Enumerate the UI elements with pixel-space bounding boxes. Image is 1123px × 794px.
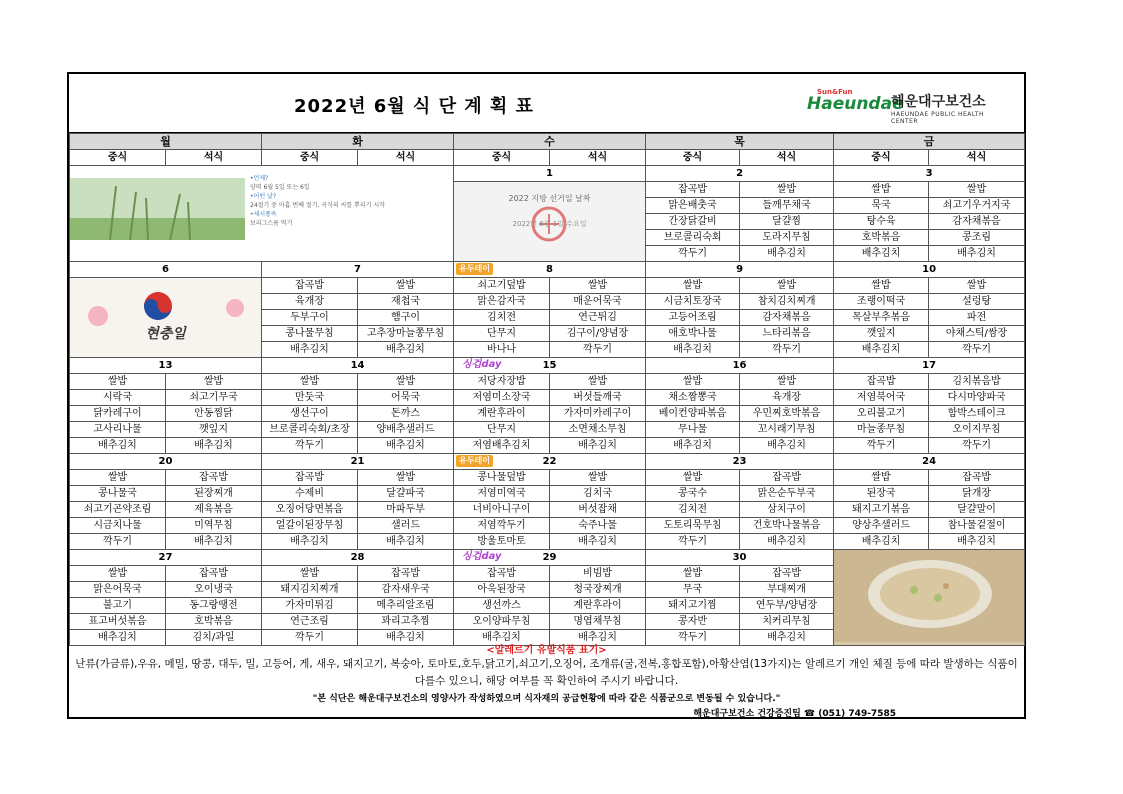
menu-item: 콩국수 — [646, 486, 740, 502]
menu-item: 쌀밥 — [70, 374, 166, 390]
menu-item: 묵국 — [834, 198, 929, 214]
menu-item: 수제비 — [262, 486, 358, 502]
menu-item: 배추김치 — [70, 630, 166, 646]
menu-item: 저염북어국 — [834, 390, 929, 406]
menu-item: 저염깍두기 — [454, 518, 550, 534]
menu-item: 돈까스 — [358, 406, 454, 422]
date-thu: 9 — [646, 262, 834, 278]
meal-lunch: 중식 — [454, 150, 550, 166]
menu-item: 동그랑땡전 — [166, 598, 262, 614]
date-wed: 싱겁day 15 — [454, 358, 646, 374]
menu-item: 비빔밥 — [550, 566, 646, 582]
menu-item: 배추김치 — [740, 438, 834, 454]
menu-item: 돼지김치찌개 — [262, 582, 358, 598]
menu-item: 맑은배춧국 — [646, 198, 740, 214]
day-tue: 화 — [262, 134, 454, 150]
menu-item: 쌀밥 — [646, 278, 740, 294]
week3-date-row — [70, 358, 1025, 374]
menu-item: 쇠고기덮밥 — [454, 278, 550, 294]
menu-item: 닭개장 — [929, 486, 1025, 502]
day-thu: 목 — [646, 134, 834, 150]
menu-item: 잡곡밥 — [740, 470, 834, 486]
menu-item: 오이지무침 — [929, 422, 1025, 438]
menu-item: 샐러드 — [358, 518, 454, 534]
menu-item: 쌀밥 — [358, 470, 454, 486]
menu-item: 함박스테이크 — [929, 406, 1025, 422]
menu-item: 쌀밥 — [550, 374, 646, 390]
menu-item: 배추김치 — [740, 534, 834, 550]
logo-brand: Haeundae — [807, 94, 904, 114]
menu-item: 콩나물국 — [70, 486, 166, 502]
low-salt-day-badge: 싱겁day — [462, 551, 502, 562]
menu-item: 양배추샐러드 — [358, 422, 454, 438]
menu-item: 아욱된장국 — [454, 582, 550, 598]
rice-dish-graphic — [834, 550, 1024, 642]
menu-item: 육개장 — [262, 294, 358, 310]
header — [69, 74, 1024, 133]
date-wed: 싱겁day 29 — [454, 550, 646, 566]
date-mon: 27 — [70, 550, 262, 566]
menu-item: 생선구이 — [262, 406, 358, 422]
menu-item: 미역무침 — [166, 518, 262, 534]
day-wed: 수 — [454, 134, 646, 150]
menu-item: 무나물 — [646, 422, 740, 438]
menu-item: 배추김치 — [70, 438, 166, 454]
menu-item: 버섯들깨국 — [550, 390, 646, 406]
menu-item: 도토리묵무침 — [646, 518, 740, 534]
menu-item: 연두부/양념장 — [740, 598, 834, 614]
food-photo — [834, 550, 1025, 646]
menu-item: 고사리나물 — [70, 422, 166, 438]
menu-item: 건호박나물볶음 — [740, 518, 834, 534]
menu-item: 시금치토장국 — [646, 294, 740, 310]
menu-item: 오이양파무침 — [454, 614, 550, 630]
date-fri: 24 — [834, 454, 1025, 470]
menu-item: 두부구이 — [262, 310, 358, 326]
menu-item: 배추김치 — [646, 438, 740, 454]
menu-item: 저당자장밥 — [454, 374, 550, 390]
menu-item: 쌀밥 — [358, 278, 454, 294]
week4-date-row — [70, 454, 1025, 470]
date-mon: 13 — [70, 358, 262, 374]
menu-item: 안동찜닭 — [166, 406, 262, 422]
menu-item: 김구이/양념장 — [550, 326, 646, 342]
menu-item: 가자미튀김 — [262, 598, 358, 614]
menu-item: 마늘종무침 — [834, 422, 929, 438]
menu-item: 오징어당면볶음 — [262, 502, 358, 518]
menu-item: 된장국 — [834, 486, 929, 502]
mangjong-text: •언제? 양력 6월 5일 또는 6일 •어떤 날? 24절기 중 아홉 번째 절기. 곡식의 씨를 뿌리기 시작 •세시풍속 보리그스름 먹기 — [250, 175, 385, 227]
menu-item: 김치전 — [454, 310, 550, 326]
date-fri: 10 — [834, 262, 1025, 278]
menu-item: 잡곡밥 — [358, 566, 454, 582]
menu-item: 꽈리고추찜 — [358, 614, 454, 630]
week2-date-row — [70, 262, 1025, 278]
menu-item: 맑은어묵국 — [70, 582, 166, 598]
menu-item: 무국 — [646, 582, 740, 598]
menu-item: 배추김치 — [834, 534, 929, 550]
menu-item: 소면채소무침 — [550, 422, 646, 438]
menu-item: 고추장마늘쫑무침 — [358, 326, 454, 342]
menu-item: 배추김치 — [166, 534, 262, 550]
menu-item: 깍두기 — [550, 342, 646, 358]
menu-item: 배추김치 — [929, 534, 1025, 550]
menu-item: 청국장찌개 — [550, 582, 646, 598]
meal-lunch: 중식 — [646, 150, 740, 166]
date-mon: 20 — [70, 454, 262, 470]
menu-item: 단무지 — [454, 422, 550, 438]
meal-lunch: 중식 — [70, 150, 166, 166]
page-title: 2022년 6월 식 단 계 획 표 — [294, 96, 534, 117]
menu-item: 잡곡밥 — [646, 182, 740, 198]
menu-item: 재첩국 — [358, 294, 454, 310]
menu-item: 깻잎지 — [834, 326, 929, 342]
menu-item: 된장찌개 — [166, 486, 262, 502]
menu-item: 배추김치 — [454, 630, 550, 646]
week4-row — [70, 470, 1025, 486]
menu-item: 브로콜리숙회/초장 — [262, 422, 358, 438]
menu-item: 잡곡밥 — [166, 566, 262, 582]
menu-item: 햄구이 — [358, 310, 454, 326]
menu-item: 배추김치 — [834, 342, 929, 358]
week4-row — [70, 518, 1025, 534]
menu-item: 탕수육 — [834, 214, 929, 230]
menu-item: 배추김치 — [646, 342, 740, 358]
menu-item: 저염미역국 — [454, 486, 550, 502]
menu-item: 감자채볶음 — [740, 310, 834, 326]
menu-item: 배추김치 — [834, 246, 929, 262]
date-tue: 21 — [262, 454, 454, 470]
menu-item: 치커리무침 — [740, 614, 834, 630]
week3-row — [70, 406, 1025, 422]
menu-item: 목살부추볶음 — [834, 310, 929, 326]
menu-item: 배추김치 — [929, 246, 1025, 262]
menu-item: 쌀밥 — [740, 374, 834, 390]
week5-date-row — [70, 550, 1025, 566]
date-fri: 3 — [834, 166, 1025, 182]
taegukgi-flag-graphic — [70, 278, 261, 356]
menu-item: 배추김치 — [550, 438, 646, 454]
menu-item: 양상추샐러드 — [834, 518, 929, 534]
menu-item: 김치/과일 — [166, 630, 262, 646]
menu-item: 설렁탕 — [929, 294, 1025, 310]
date-fri: 17 — [834, 358, 1025, 374]
menu-item: 잡곡밥 — [166, 470, 262, 486]
meal-dinner: 석식 — [740, 150, 834, 166]
week3-row — [70, 390, 1025, 406]
menu-item: 베이컨양파볶음 — [646, 406, 740, 422]
logo-english: HAEUNDAE PUBLIC HEALTH CENTER — [891, 111, 985, 125]
menu-item: 부대찌개 — [740, 582, 834, 598]
menu-item: 참나물겉절이 — [929, 518, 1025, 534]
menu-item: 브로콜리숙회 — [646, 230, 740, 246]
menu-item: 들깨무채국 — [740, 198, 834, 214]
menu-item: 숙주나물 — [550, 518, 646, 534]
menu-item: 매운어묵국 — [550, 294, 646, 310]
menu-item: 잡곡밥 — [929, 470, 1025, 486]
menu-item: 닭카레구이 — [70, 406, 166, 422]
menu-item: 바나나 — [454, 342, 550, 358]
menu-item: 잡곡밥 — [454, 566, 550, 582]
menu-item: 파전 — [929, 310, 1025, 326]
allergy-title: <알레르기 유발식품 표기> — [486, 645, 607, 656]
menu-item: 단무지 — [454, 326, 550, 342]
week2-row — [70, 278, 1025, 294]
menu-item: 쌀밥 — [834, 182, 929, 198]
menu-item: 쌀밥 — [550, 278, 646, 294]
menu-item: 콩자반 — [646, 614, 740, 630]
menu-item: 조랭이떡국 — [834, 294, 929, 310]
menu-item: 가자미카레구이 — [550, 406, 646, 422]
menu-item: 쌀밥 — [166, 374, 262, 390]
menu-item: 깍두기 — [834, 438, 929, 454]
menu-item: 연근조림 — [262, 614, 358, 630]
menu-item: 배추김치 — [740, 630, 834, 646]
meal-dinner: 석식 — [166, 150, 262, 166]
menu-item: 잡곡밥 — [262, 278, 358, 294]
day-fri: 금 — [834, 134, 1025, 150]
menu-item: 달걀파국 — [358, 486, 454, 502]
menu-item: 돼지고기찜 — [646, 598, 740, 614]
menu-item: 콩조림 — [929, 230, 1025, 246]
week4-row — [70, 502, 1025, 518]
menu-item: 쌀밥 — [70, 566, 166, 582]
mangjong-image — [70, 166, 454, 262]
week1-date-row — [70, 166, 1025, 182]
menu-item: 돼지고기볶음 — [834, 502, 929, 518]
menu-item: 김치볶음밥 — [929, 374, 1025, 390]
menu-item: 육개장 — [740, 390, 834, 406]
menu-item: 잡곡밥 — [740, 566, 834, 582]
menu-item: 오이냉국 — [166, 582, 262, 598]
menu-item: 달걀말이 — [929, 502, 1025, 518]
menu-item: 애호박나물 — [646, 326, 740, 342]
menu-item: 메추리알조림 — [358, 598, 454, 614]
week3-row — [70, 438, 1025, 454]
menu-item: 쌀밥 — [929, 182, 1025, 198]
menu-item: 김치전 — [646, 502, 740, 518]
date-thu: 2 — [646, 166, 834, 182]
menu-item: 방울토마토 — [454, 534, 550, 550]
menu-item: 쌀밥 — [834, 278, 929, 294]
menu-item: 저염배추김치 — [454, 438, 550, 454]
menu-item: 맑은감자국 — [454, 294, 550, 310]
date-mon: 6 — [70, 262, 262, 278]
menu-item: 호박볶음 — [166, 614, 262, 630]
low-salt-day-badge: 싱겁day — [462, 359, 502, 370]
memorial-day-picture: 현충일 — [70, 278, 261, 357]
menu-item: 쇠고기무국 — [166, 390, 262, 406]
menu-item: 쌀밥 — [550, 470, 646, 486]
menu-item: 쌀밥 — [262, 374, 358, 390]
day-mon: 월 — [70, 134, 262, 150]
menu-item: 깍두기 — [929, 438, 1025, 454]
yudu-day-badge: 유두데이 — [456, 263, 493, 275]
menu-item: 저염미소장국 — [454, 390, 550, 406]
week3-row — [70, 374, 1025, 390]
mangjong-picture — [70, 166, 453, 261]
menu-item: 깍두기 — [70, 534, 166, 550]
date-tue: 7 — [262, 262, 454, 278]
menu-item: 쌀밥 — [740, 182, 834, 198]
menu-item: 김치국 — [550, 486, 646, 502]
menu-item: 간장닭갈비 — [646, 214, 740, 230]
notice-text: "본 식단은 해운대구보건소의 영양사가 작성하였으며 식자재의 공급현황에 따라 같은 식품군으로 변동될 수 있습니다." — [312, 694, 781, 704]
menu-item: 쇠고기우거지국 — [929, 198, 1025, 214]
menu-item: 만둣국 — [262, 390, 358, 406]
memorial-day-image — [70, 278, 262, 358]
menu-document — [67, 72, 1026, 719]
week3-row — [70, 422, 1025, 438]
menu-item: 깍두기 — [646, 630, 740, 646]
menu-item: 표고버섯볶음 — [70, 614, 166, 630]
menu-item: 불고기 — [70, 598, 166, 614]
menu-item: 생선까스 — [454, 598, 550, 614]
menu-item: 제육볶음 — [166, 502, 262, 518]
menu-item: 너비아니구이 — [454, 502, 550, 518]
meal-dinner: 석식 — [550, 150, 646, 166]
menu-item: 마파두부 — [358, 502, 454, 518]
menu-item: 참치김치찌개 — [740, 294, 834, 310]
election-image — [454, 182, 646, 262]
menu-item: 오리불고기 — [834, 406, 929, 422]
menu-item: 배추김치 — [358, 534, 454, 550]
logo — [807, 87, 1007, 123]
week4-row — [70, 534, 1025, 550]
menu-item: 잡곡밥 — [834, 374, 929, 390]
yudu-day-badge: 유두데이 — [456, 455, 493, 467]
menu-item: 다시마양파국 — [929, 390, 1025, 406]
menu-item: 우민찌호박볶음 — [740, 406, 834, 422]
menu-item: 깍두기 — [929, 342, 1025, 358]
meal-plan-table — [69, 133, 1025, 646]
menu-item: 콩나물무침 — [262, 326, 358, 342]
menu-item: 꼬시래기무침 — [740, 422, 834, 438]
menu-item: 맑은순두부국 — [740, 486, 834, 502]
menu-item: 명엽채무침 — [550, 614, 646, 630]
footer — [69, 639, 1024, 719]
menu-item: 얼갈이된장무침 — [262, 518, 358, 534]
menu-item: 쌀밥 — [834, 470, 929, 486]
date-thu: 23 — [646, 454, 834, 470]
date-wed: 유두데이 8 — [454, 262, 646, 278]
menu-item: 쌀밥 — [70, 470, 166, 486]
date-tue: 28 — [262, 550, 454, 566]
menu-item: 깍두기 — [262, 438, 358, 454]
menu-item: 깍두기 — [646, 246, 740, 262]
contact-info: 해운대구보건소 건강증진팀 ☎ (051) 749-7585 — [693, 709, 896, 719]
menu-item: 쇠고기곤약조림 — [70, 502, 166, 518]
menu-item: 쌀밥 — [358, 374, 454, 390]
menu-item: 감자채볶음 — [929, 214, 1025, 230]
meal-lunch: 중식 — [834, 150, 929, 166]
menu-item: 쌀밥 — [646, 470, 740, 486]
menu-item: 도라지무침 — [740, 230, 834, 246]
menu-item: 깍두기 — [740, 342, 834, 358]
menu-item: 채소짬뽕국 — [646, 390, 740, 406]
weekday-header — [70, 134, 1025, 150]
menu-item: 어묵국 — [358, 390, 454, 406]
allergy-text: 난류(가금류),우유, 메밀, 땅콩, 대두, 밀, 고등어, 게, 새우, 돼지고기, 복숭아, 토마토,호두,닭고기,쇠고기,오징어, 조개류(굴,전복,홍합포함),아황산염(13가지)는 알레르기 개인 체질 등에 따라 발생하는 식품이 다를수 있으니, 해당 여부를 꼭 확인하여 주시기 바랍니다. — [75, 658, 1018, 687]
meal-header — [70, 150, 1025, 166]
menu-item: 배추김치 — [358, 342, 454, 358]
menu-item: 배추김치 — [740, 246, 834, 262]
date-thu: 16 — [646, 358, 834, 374]
date-tue: 14 — [262, 358, 454, 374]
menu-item: 배추김치 — [166, 438, 262, 454]
menu-item: 콩나물덮밥 — [454, 470, 550, 486]
food-photo-picture — [834, 550, 1024, 645]
menu-item: 계란후라이 — [550, 598, 646, 614]
menu-item: 쌀밥 — [929, 278, 1025, 294]
menu-item: 고등어조림 — [646, 310, 740, 326]
week4-row — [70, 486, 1025, 502]
date-wed: 1 — [454, 166, 646, 182]
menu-item: 시금치나물 — [70, 518, 166, 534]
menu-item: 호박볶음 — [834, 230, 929, 246]
menu-item: 깻잎지 — [166, 422, 262, 438]
menu-item: 쌀밥 — [740, 278, 834, 294]
menu-item: 야채스틱/쌈장 — [929, 326, 1025, 342]
meal-lunch: 중식 — [262, 150, 358, 166]
menu-item: 삼치구이 — [740, 502, 834, 518]
menu-item: 느타리볶음 — [740, 326, 834, 342]
menu-item: 깍두기 — [262, 630, 358, 646]
date-thu: 30 — [646, 550, 834, 566]
menu-item: 배추김치 — [550, 534, 646, 550]
menu-item: 쌀밥 — [646, 566, 740, 582]
menu-item: 쌀밥 — [646, 374, 740, 390]
meal-dinner: 석식 — [929, 150, 1025, 166]
election-picture: 2022 지방 선거일 날짜 2022년 6월 1일 수요일 — [454, 182, 645, 261]
menu-item: 달걀찜 — [740, 214, 834, 230]
menu-item: 감자새우국 — [358, 582, 454, 598]
menu-item: 배추김치 — [262, 534, 358, 550]
menu-item: 시락국 — [70, 390, 166, 406]
menu-item: 깍두기 — [646, 534, 740, 550]
logo-name: 해운대구보건소 — [891, 94, 986, 110]
menu-item: 계란후라이 — [454, 406, 550, 422]
date-wed: 유두데이 22 — [454, 454, 646, 470]
menu-item: 배추김치 — [358, 630, 454, 646]
menu-item: 배추김치 — [550, 630, 646, 646]
menu-item: 배추김치 — [262, 342, 358, 358]
menu-item: 쌀밥 — [262, 566, 358, 582]
menu-item: 버섯잡채 — [550, 502, 646, 518]
meal-dinner: 석식 — [358, 150, 454, 166]
menu-item: 배추김치 — [358, 438, 454, 454]
menu-item: 잡곡밥 — [262, 470, 358, 486]
logo-tagline: Sun&Fun — [817, 88, 853, 96]
menu-item: 연근튀김 — [550, 310, 646, 326]
